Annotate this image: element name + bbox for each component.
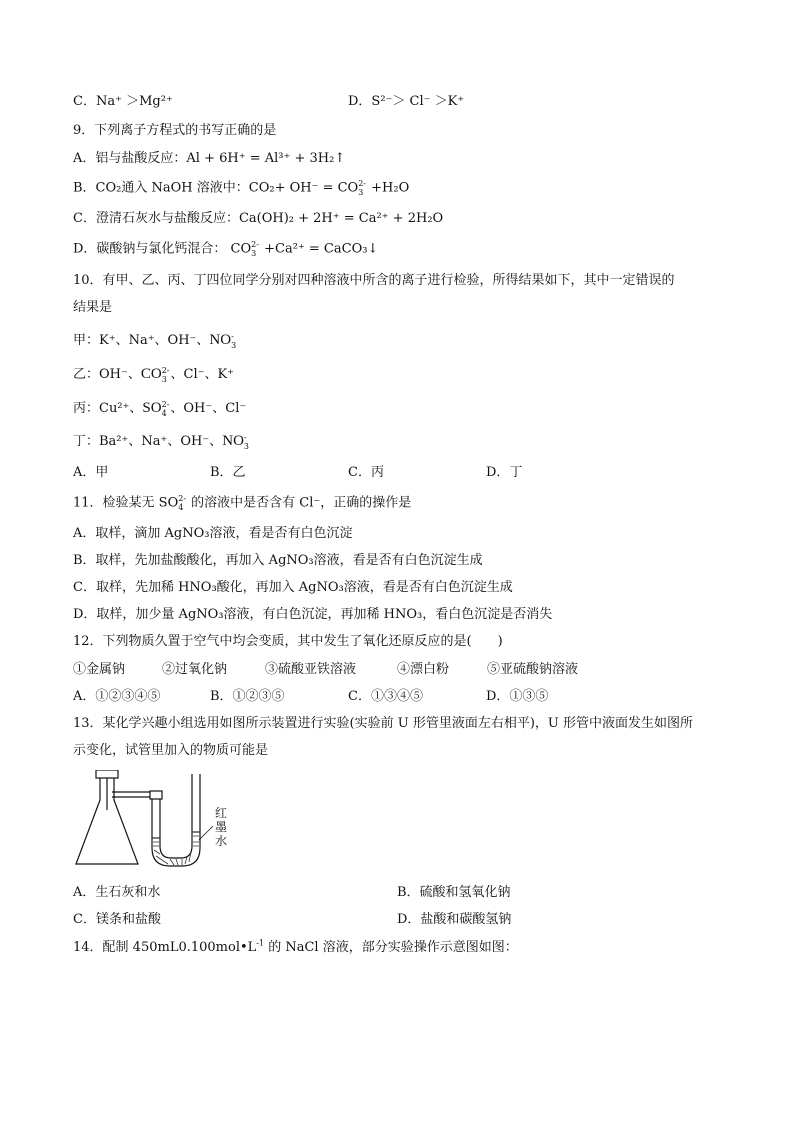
q10-yi: 乙：OH⁻、CO 2- 3 、Cl⁻、K⁺ (73, 365, 235, 384)
q9-option-d: D．碳酸钠与氯化钙混合： CO 2- 3 +Ca²⁺ = CaCO₃↓ (73, 240, 379, 258)
q9-option-b: B．CO₂通入 NaOH 溶液中：CO₂+ OH⁻ = CO 2- 3 +H₂O (73, 179, 410, 197)
q8-option-d: D．S²⁻＞ Cl⁻ ＞K⁺ (348, 94, 465, 109)
q12-item-3: ③硫酸亚铁溶液 (265, 662, 357, 677)
q13-option-b: B．硫酸和氢氧化钠 (397, 885, 511, 900)
q11-option-b: B．取样，先加盐酸酸化，再加入 AgNO₃溶液，看是否有白色沉淀生成 (73, 553, 483, 568)
q10-bing: 丙：Cu²⁺、SO 2- 4 、OH⁻、Cl⁻ (73, 399, 247, 418)
q11-option-a: A．取样，滴加 AgNO₃溶液，看是否有白色沉淀 (73, 526, 353, 541)
q14-stem: 14．配制 $450mL0.100mol•L^{-1}$ 的 NaCl 溶液，部分实验操作示意图如图： (73, 938, 518, 955)
q9-stem: 9．下列离子方程式的书写正确的是 (73, 123, 277, 138)
u-tube-apparatus-figure (72, 770, 242, 876)
q10-option-d: D．丁 (486, 465, 523, 480)
q10-option-b: B．乙 (210, 465, 246, 480)
q13-stem-line2: 示变化，试管里加入的物质可能是 (73, 743, 269, 758)
q11-option-d: D．取样，加少量 AgNO₃溶液，有白色沉淀，再加稀 HNO₃，看白色沉淀是否消失 (73, 607, 553, 622)
q10-jia: 甲：K⁺、Na⁺、OH⁻、NO - 3 (73, 331, 237, 350)
q10-ding: 丁：Ba²⁺、Na⁺、OH⁻、NO - 3 (73, 432, 249, 451)
q12-option-b: B．①②③⑤ (210, 689, 285, 704)
q9-option-a: A．铝与盐酸反应：Al + 6H⁺ = Al³⁺ + 3H₂↑ (73, 151, 346, 166)
q13-option-a: A．生石灰和水 (73, 885, 161, 900)
q10-stem-line2: 结果是 (73, 300, 113, 315)
q12-option-d: D．①③⑤ (486, 689, 549, 704)
q12-option-a: A．①②③④⑤ (73, 689, 161, 704)
red-ink-label: 红 墨 水 (215, 806, 228, 848)
q12-stem: 12．下列物质久置于空气中均会变质，其中发生了氧化还原反应的是( ) (73, 634, 503, 649)
q12-option-c: C．①③④⑤ (348, 689, 423, 704)
q8-option-c: C．Na⁺ ＞Mg²⁺ (73, 94, 173, 109)
q9-option-c: C．澄清石灰水与盐酸反应：Ca(OH)₂ + 2H⁺ = Ca²⁺ + 2H₂O (73, 211, 444, 226)
q13-stem-line1: 13．某化学兴趣小组选用如图所示装置进行实验(实验前 U 形管里液面左右相平)，U 形管中液面发生如图所 (73, 716, 693, 731)
q13-option-d: D．盐酸和碳酸氢钠 (397, 912, 512, 927)
q10-option-c: C．丙 (348, 465, 384, 480)
q12-item-1: ①金属钠 (73, 662, 126, 677)
q13-option-c: C．镁条和盐酸 (73, 912, 161, 927)
q10-option-a: A．甲 (73, 465, 109, 480)
q12-item-2: ②过氧化钠 (162, 662, 228, 677)
q12-item-5: ⑤亚硫酸钠溶液 (487, 662, 579, 677)
q11-option-c: C．取样，先加稀 HNO₃酸化，再加入 AgNO₃溶液，看是否有白色沉淀生成 (73, 580, 513, 595)
q11-stem: 11．检验某无 SO 2- 4 的溶液中是否含有 Cl⁻，正确的操作是 (73, 494, 412, 512)
q12-item-4: ④漂白粉 (397, 662, 450, 677)
q10-stem-line1: 10．有甲、乙、丙、丁四位同学分别对四种溶液中所含的离子进行检验，所得结果如下，其中一定错误的 (73, 273, 675, 288)
